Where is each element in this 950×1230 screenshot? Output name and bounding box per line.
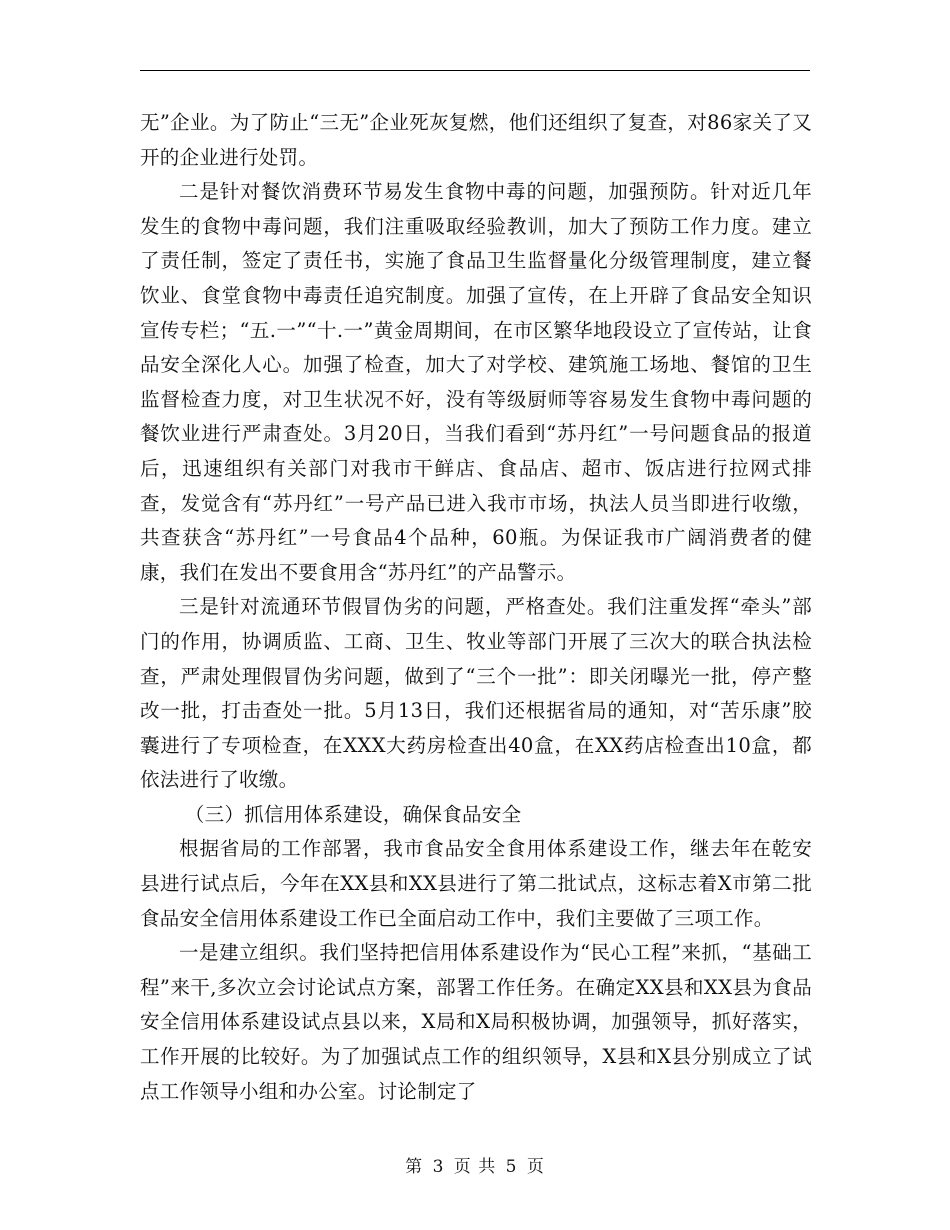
footer-page-number: 3 xyxy=(432,1157,445,1177)
footer-total-pages: 5 xyxy=(505,1157,518,1177)
section-heading: （三）抓信用体系建设，确保食品安全 xyxy=(184,802,522,826)
document-body xyxy=(140,106,812,1109)
paragraph-continuation: 无”企业。为了防止“三无”企业死灰复燃，他们还组织了复查，对86家关了又开的企业进行处罚。 xyxy=(140,111,812,169)
footer-prefix: 第 xyxy=(405,1157,424,1177)
paragraph-catering: 二是针对餐饮消费环节易发生食物中毒的问题，加强预防。针对近几年发生的食物中毒问题，我们注重吸取经验教训，加大了预防工作力度。建立了责任制，签定了责任书，实施了食品卫生监督量化分级管理制度，建立餐饮业、食堂食物中毒责任追究制度。加强了宣传，在上开辟了食品安全知识宣传专栏；“五.一”“十.一”黄金周期间，在市区繁华地段设立了宣传站，让食品安全深化人心。加强了检查，加大了对学校、建筑施工场地、餐馆的卫生监督检查力度，对卫生状况不好，没有等级厨师等容易发生食物中毒问题的餐饮业进行严肃查处。3月20日，当我们看到“苏丹红”一号问题食品的报道后，迅速组织有关部门对我市干鲜店、食品店、超市、饭店进行拉网式排查，发觉含有“苏丹红”一号产品已进入我市市场，执法人员当即进行收缴，共查获含“苏丹红”一号食品4个品种，60瓶。为保证我市广阔消费者的健康，我们在发出不要食用含“苏丹红”的产品警示。 xyxy=(140,180,812,584)
paragraph-circulation: 三是针对流通环节假冒伪劣的问题，严格查处。我们注重发挥“牵头”部门的作用，协调质监、工商、卫生、牧业等部门开展了三次大的联合执法检查，严肃处理假冒伪劣问题，做到了“三个一批”：即关闭曝光一批，停产整改一批，打击查处一批。5月13日，我们还根据省局的通知，对“苦乐康”胶囊进行了专项检查，在XXX大药房检查出40盒，在XX药店检查出10盒，都依法进行了收缴。 xyxy=(140,595,812,792)
header-rule xyxy=(140,70,810,71)
footer-middle: 页 共 xyxy=(453,1157,497,1177)
paragraph-organization: 一是建立组织。我们坚持把信用体系建设作为“民心工程”来抓，“基础工程”来干,多次立会讨论试点方案，部署工作任务。在确定XX县和XX县为食品安全信用体系建设试点县以来，X局和X局积极协调，加强领导，抓好落实，工作开展的比较好。为了加强试点工作的组织领导，X县和X县分别成立了试点工作领导小组和办公室。讨论制定了 xyxy=(140,941,812,1103)
footer-suffix: 页 xyxy=(526,1157,545,1177)
page-footer xyxy=(0,1152,950,1177)
paragraph-credit-system: 根据省局的工作部署，我市食品安全食用体系建设工作，继去年在乾安县进行试点后，今年在XX县和XX县进行了第二批试点，这标志着X市第二批食品安全信用体系建设工作已全面启动工作中，我们主要做了三项工作。 xyxy=(140,837,812,930)
